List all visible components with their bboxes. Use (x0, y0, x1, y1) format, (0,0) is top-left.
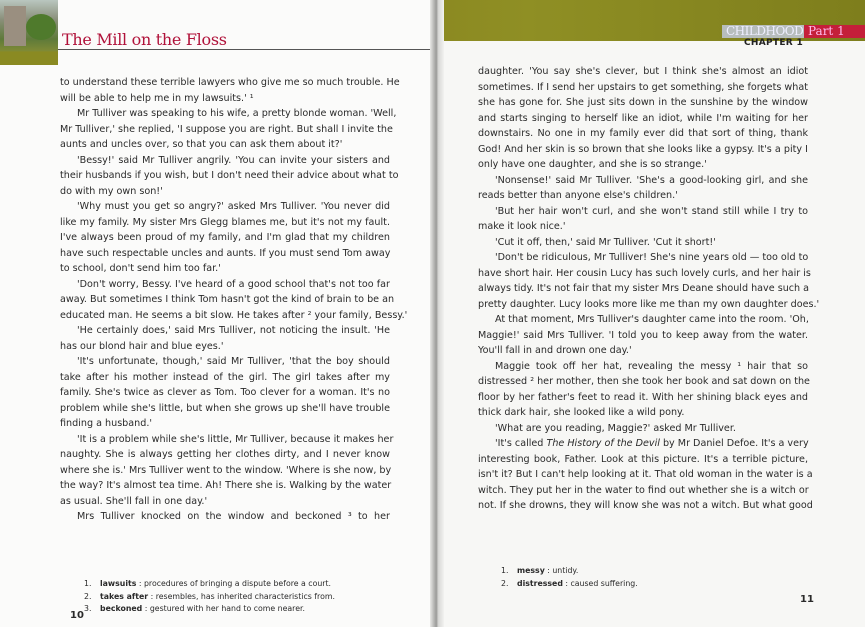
text-line (478, 452, 808, 468)
text-line (478, 250, 808, 266)
line-text: as usual. She'll fall in one day.' (60, 495, 208, 507)
text-line (60, 339, 390, 355)
text-line (478, 343, 808, 359)
footnotes (501, 565, 638, 590)
line-text: by Mr Daniel Defoe. It's a very (659, 438, 809, 449)
line-text: finding a husband.' (60, 418, 153, 429)
text-line (478, 312, 808, 328)
book-gutter (430, 0, 444, 627)
text-line (60, 463, 390, 479)
text-line (478, 374, 808, 390)
line-text: naughty. She is always getting her clothes dirty, and I never know (60, 449, 390, 460)
text-line (60, 370, 390, 386)
text-line (478, 219, 808, 235)
text-line (60, 509, 390, 525)
line-text: the way? It's almost tea time. Ah! There she is. Walking by the water (60, 480, 392, 491)
footnote (501, 578, 638, 591)
line-text: At that moment, Mrs Tulliver's daughter came into the room. 'Oh, (495, 314, 809, 325)
footnote-term: takes after (100, 591, 149, 601)
line-text: sometimes. If I send her upstairs to get something, she forgets what (478, 81, 808, 93)
text-line (60, 292, 395, 308)
line-text: 'Nonsense!' said Mr Tulliver. 'She's a good-looking girl, and she (495, 174, 808, 186)
line-text: their husbands if you wish, but I don't need their advice about what to (60, 170, 399, 181)
line-text: family. She's twice as clever as Tom. Too clever for a woman. It's no (60, 387, 390, 398)
text-line (60, 308, 408, 324)
line-text: problem while she's little, but when she grows up she'll have trouble (60, 402, 390, 414)
footnote-number: 3. (84, 604, 92, 613)
footnote (84, 578, 335, 591)
line-text: 'It's called (495, 438, 547, 449)
text-line (478, 235, 808, 251)
line-text: pretty daughter. Lucy looks more like me than my own daughter does.' (478, 298, 820, 310)
chapter-label: CHAPTER 1 (744, 38, 804, 48)
text-line (478, 266, 811, 282)
line-text: 'Why must you get so angry?' asked Mrs Tulliver. 'You never did (77, 201, 390, 212)
line-text: interesting book, Father. Look at this picture. It's a terrible picture, (478, 453, 808, 465)
text-line (60, 416, 390, 432)
text-line (60, 75, 400, 91)
line-text: aunts and uncles over, so that you can ask them about it?' (60, 139, 343, 150)
footnote-number: 1. (84, 579, 92, 588)
text-line (478, 157, 808, 173)
line-text: only have one daughter, and she is so strange.' (478, 159, 707, 170)
line-text: isn't it? But I can't help looking at it. That old woman in the water is a (478, 469, 813, 480)
text-line (478, 390, 808, 406)
body-text (478, 64, 820, 514)
chapter-illustration (0, 0, 58, 65)
text-line (60, 261, 390, 277)
book-title-italic: The History of the Devil (546, 438, 660, 449)
text-line (60, 122, 393, 138)
line-text: daughter. 'You say she's clever, but I think she's almost an idiot (478, 66, 808, 77)
text-line (478, 204, 808, 220)
line-text: 'Don't be ridiculous, Mr Tulliver! She's nine years old — too old to (495, 252, 809, 263)
line-text: always tidy. It's not fair that my sister Mrs Deane should have such a (478, 283, 810, 294)
line-text: 'What are you reading, Maggie?' asked Mr Tulliver. (495, 422, 736, 434)
text-line (60, 230, 390, 246)
part-label: Part 1 (804, 25, 865, 38)
footnote-term: beckoned (100, 604, 143, 613)
text-line (478, 126, 808, 142)
line-text: Maggie took off her hat, revealing the messy ¹ hair that so (495, 360, 808, 372)
line-text: 'It's unfortunate, though,' said Mr Tulliver, 'that the boy should (77, 356, 390, 367)
text-line (478, 467, 813, 483)
footnote (501, 565, 638, 578)
line-text: Mrs Tulliver knocked on the window and beckoned ³ to her (77, 511, 390, 522)
footnote (84, 603, 335, 616)
text-line (60, 478, 390, 494)
line-text: and starts singing to herself like an idiot, while I'm waiting for her (478, 112, 808, 124)
line-text: like my family. My sister Mrs Glegg blames me, but it's not my fault. (60, 216, 390, 228)
line-text: 'But her hair won't curl, and she won't stand still while I try to (495, 205, 808, 217)
text-line (478, 436, 808, 452)
text-line (60, 184, 390, 200)
section-label: CHILDHOOD (722, 25, 807, 38)
footnote-definition: : gestured with her hand to come nearer. (142, 604, 305, 613)
text-line (60, 246, 390, 262)
text-line (60, 401, 390, 417)
line-text: 'He certainly does,' said Mrs Tulliver, not noticing the insult. 'He (77, 325, 390, 336)
footnote-definition: : untidy. (544, 566, 579, 575)
line-text: 'Bessy!' said Mr Tulliver angrily. 'You can invite your sisters and (77, 154, 390, 166)
text-line (478, 498, 813, 514)
text-line (478, 421, 808, 437)
text-line (60, 153, 390, 169)
line-text: take after his mother instead of the girl. The girl takes after my (60, 371, 390, 383)
footnote-number: 2. (84, 591, 92, 601)
text-line (60, 91, 390, 107)
line-text: she has gone for. She just sits down in the sunshine by the window (478, 97, 808, 108)
footnote-number: 2. (501, 578, 509, 588)
text-line (478, 405, 808, 421)
line-text: reads better than anyone else's children.' (478, 190, 678, 201)
line-text: witch. They put her in the water to find out whether she is a witch or (478, 484, 809, 496)
text-line (60, 277, 390, 293)
footnotes (84, 578, 335, 616)
line-text: distressed ² her mother, then she took her book and sat down on the (478, 376, 810, 387)
line-text: thick dark hair, she looked like a wild pony. (478, 407, 685, 418)
text-line (478, 328, 808, 344)
text-line (60, 215, 390, 231)
text-line (478, 359, 808, 375)
text-line (60, 447, 390, 463)
text-line (478, 142, 808, 158)
line-text: has our blond hair and blue eyes.' (60, 340, 224, 352)
text-line (60, 323, 390, 339)
line-text: to understand these terrible lawyers who give me so much trouble. He (60, 77, 400, 88)
line-text: to school, don't send him too far.' (60, 263, 221, 274)
footnote (84, 591, 335, 604)
footnote-definition: : caused suffering. (562, 578, 638, 588)
book-title: The Mill on the Floss (62, 30, 227, 49)
text-line (60, 385, 390, 401)
footnote-term: lawsuits (100, 579, 137, 588)
line-text: floor by her father's feet to read it. With her shining black eyes and (478, 391, 808, 403)
text-line (478, 80, 808, 96)
footnote-number: 1. (501, 566, 509, 575)
footnote-definition: : procedures of bringing a dispute before a court. (136, 579, 332, 588)
line-text: 'It is a problem while she's little, Mr Tulliver, because it makes her (77, 433, 394, 445)
text-line (60, 354, 390, 370)
page-number: 10 (70, 610, 84, 621)
line-text: have such respectable uncles and aunts. If you must send Tom away (60, 247, 391, 259)
line-text: make it look nice.' (478, 221, 566, 232)
footnote-term: distressed (517, 578, 563, 588)
title-rule (58, 49, 434, 50)
text-line (478, 64, 808, 80)
line-text: will be able to help me in my lawsuits.' ¹ (60, 92, 254, 104)
line-text: Maggie!' said Mrs Tulliver. 'I told you to keep away from the water. (478, 329, 808, 341)
line-text: have short hair. Her cousin Lucy has such lovely curls, and her hair is (478, 267, 811, 279)
line-text: God! And her skin is so brown that she looks like a gypsy. It's a pity I (478, 143, 808, 155)
text-line (60, 106, 397, 122)
text-line (478, 297, 820, 313)
line-text: Mr Tulliver,' she replied, 'I suppose you are right. But shall I invite the (60, 123, 393, 135)
text-line (60, 432, 394, 448)
line-text: You'll fall in and drown one day.' (478, 345, 632, 356)
line-text: I've always been proud of my family, and I'm glad that my children (60, 232, 390, 243)
right-page (444, 0, 865, 627)
footnote-definition: : resembles, has inherited characteristics from. (148, 591, 335, 601)
line-text: where she is.' Mrs Tulliver went to the window. 'Where is she now, by (60, 464, 392, 476)
line-text: educated man. He seems a bit slow. He takes after ² your family, Bessy.' (60, 309, 408, 321)
text-line (60, 494, 390, 510)
body-text (60, 75, 408, 525)
text-line (60, 168, 399, 184)
text-line (60, 137, 390, 153)
line-text: Mr Tulliver was speaking to his wife, a pretty blonde woman. 'Well, (77, 108, 397, 119)
text-line (478, 188, 808, 204)
footnote-term: messy (517, 566, 545, 575)
text-line (478, 173, 808, 189)
text-line (478, 281, 808, 297)
line-text: do with my own son!' (60, 185, 163, 197)
text-line (478, 111, 808, 127)
text-line (60, 199, 390, 215)
line-text: away. But sometimes I think Tom hasn't got the kind of brain to be an (60, 294, 395, 305)
line-text: 'Cut it off, then,' said Mr Tulliver. 'Cut it short!' (495, 236, 716, 248)
line-text: downstairs. No one in my family ever did that sort of thing, thank (478, 128, 808, 139)
line-text: not. If she drowns, they will know she was not a witch. But what good (478, 500, 813, 511)
text-line (478, 483, 808, 499)
page-number: 11 (800, 594, 814, 605)
line-text: 'Don't worry, Bessy. I've heard of a good school that's not too far (77, 278, 390, 290)
text-line (478, 95, 808, 111)
